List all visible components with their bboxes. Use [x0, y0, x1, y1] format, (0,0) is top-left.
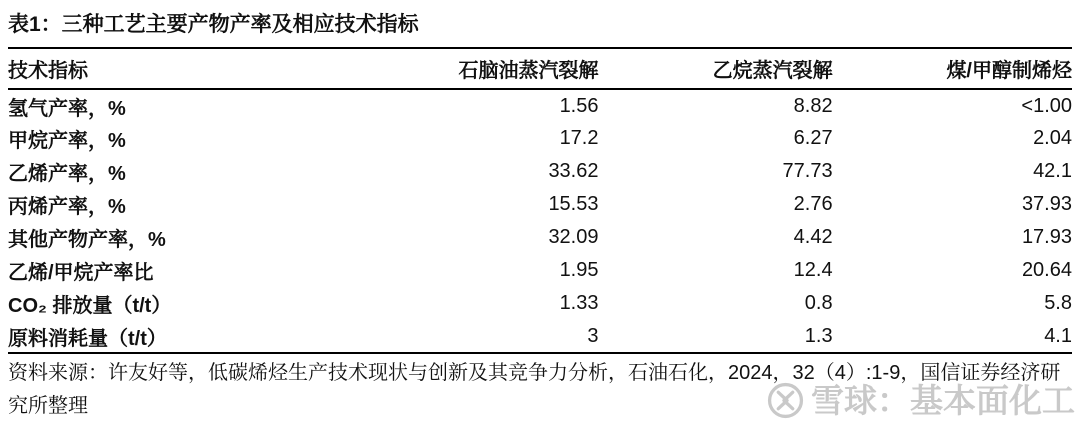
cell: 1.3 [804, 324, 833, 347]
cell: 37.93 [1021, 193, 1072, 215]
column-header-coal-methanol-to-olefins: 煤/甲醇制烯烃 [833, 48, 1072, 89]
cell: 1.56 [559, 94, 599, 117]
cell: 33.62 [548, 160, 599, 182]
column-header-ethane-steam-cracking: 乙烷蒸汽裂解 [599, 48, 833, 89]
table-header-row [8, 48, 1072, 89]
source-note: 资料来源：许友好等，低碳烯烃生产技术现状与创新及其竞争力分析，石油石化，2024，32（4）:1-9，国信证券经济研究所整理 [8, 362, 1061, 417]
table-row [8, 287, 1072, 320]
table-row [8, 89, 1072, 122]
indicators-table [8, 47, 1072, 354]
cell: 42.1 [1033, 160, 1072, 182]
table-row [8, 221, 1072, 254]
cell: 17.93 [1021, 226, 1072, 248]
watermark-text: 雪球：基本面化工 [811, 382, 1075, 419]
cell: 20.64 [1021, 259, 1072, 281]
cell: 2.76 [793, 193, 833, 215]
cell: 1.33 [559, 292, 599, 314]
table-row [8, 122, 1072, 155]
row-label: 氢气产率，% [8, 97, 126, 120]
cell: 17.2 [559, 127, 599, 149]
cell: 4.42 [793, 226, 833, 248]
row-label: 丙烯产率，% [8, 196, 126, 218]
row-label: 乙烯/甲烷产率比 [8, 262, 154, 284]
table-row [8, 188, 1072, 221]
cell: 77.73 [782, 160, 833, 182]
row-label: 乙烯产率，% [8, 163, 126, 185]
row-label: CO₂ 排放量（t/t） [8, 295, 172, 317]
row-label: 甲烷产率，% [8, 130, 126, 152]
table-title: 表1：三种工艺主要产物产率及相应技术指标 [8, 13, 419, 36]
cell: 5.8 [1044, 292, 1072, 314]
cell: 0.8 [804, 292, 833, 314]
cell: <1.00 [1021, 94, 1072, 117]
row-label: 原料消耗量（t/t） [8, 327, 167, 350]
cell: 2.04 [1033, 127, 1072, 149]
cell: 32.09 [548, 226, 599, 248]
column-header-indicator: 技术指标 [8, 48, 402, 89]
cell: 15.53 [548, 193, 599, 215]
table-row [8, 254, 1072, 287]
cell: 1.95 [559, 259, 599, 281]
table-row [8, 320, 1072, 353]
cell: 8.82 [793, 94, 833, 117]
column-header-naphtha-steam-cracking: 石脑油蒸汽裂解 [402, 48, 599, 89]
cell: 4.1 [1044, 324, 1072, 347]
cell: 3 [587, 324, 599, 347]
cell: 12.4 [793, 259, 833, 281]
row-label: 其他产物产率，% [8, 229, 166, 251]
table-row [8, 155, 1072, 188]
cell: 6.27 [793, 127, 833, 149]
